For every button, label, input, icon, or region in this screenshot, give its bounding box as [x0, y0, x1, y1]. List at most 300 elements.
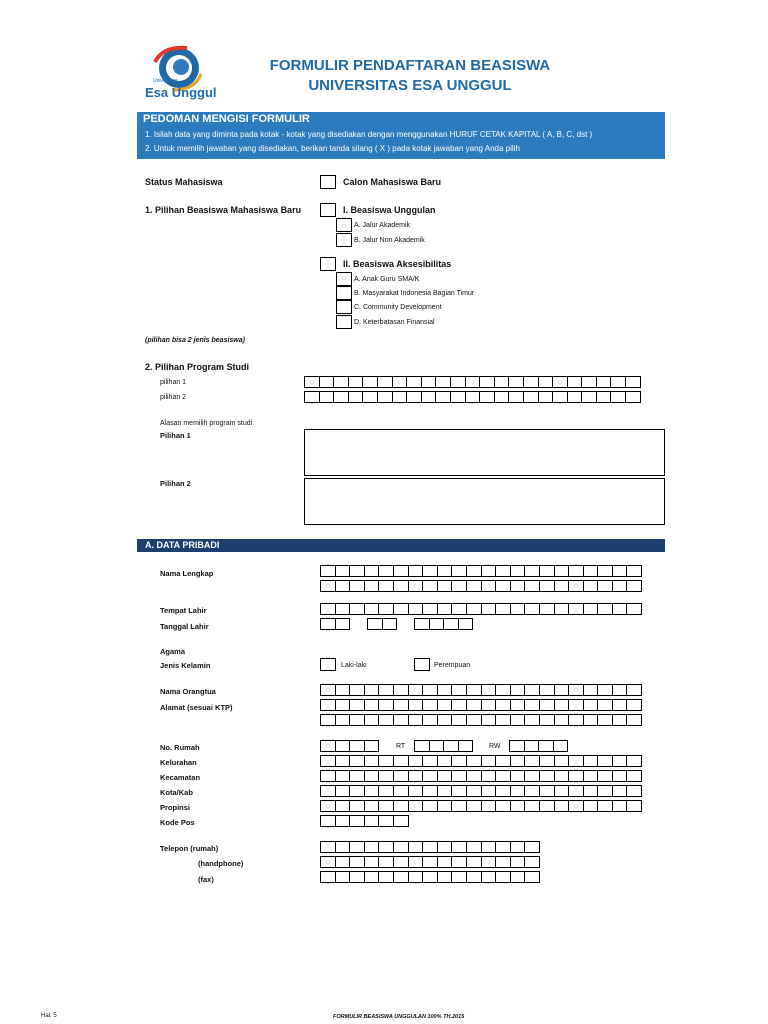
- community-dev-checkbox[interactable]: [336, 300, 352, 314]
- char-box[interactable]: [583, 565, 599, 577]
- char-box[interactable]: [524, 603, 540, 615]
- char-box[interactable]: [450, 391, 466, 403]
- char-box[interactable]: [583, 580, 599, 592]
- char-box[interactable]: [597, 603, 613, 615]
- char-box[interactable]: [378, 856, 394, 868]
- char-box[interactable]: [539, 800, 555, 812]
- char-box[interactable]: [335, 714, 351, 726]
- char-box[interactable]: [612, 603, 628, 615]
- char-box[interactable]: [335, 684, 351, 696]
- char-box[interactable]: [408, 684, 424, 696]
- char-box[interactable]: [378, 684, 394, 696]
- char-box[interactable]: [392, 376, 408, 388]
- char-box[interactable]: [364, 755, 380, 767]
- char-box[interactable]: [465, 391, 481, 403]
- char-box[interactable]: [568, 603, 584, 615]
- char-box[interactable]: [349, 699, 365, 711]
- char-box[interactable]: [466, 785, 482, 797]
- char-box[interactable]: [481, 755, 497, 767]
- prodi-pilihan-1-grid[interactable]: [304, 376, 640, 388]
- char-box[interactable]: [510, 800, 526, 812]
- char-box[interactable]: [466, 755, 482, 767]
- char-box[interactable]: [335, 699, 351, 711]
- char-box[interactable]: [451, 699, 467, 711]
- char-box[interactable]: [408, 841, 424, 853]
- char-box[interactable]: [583, 684, 599, 696]
- char-box[interactable]: [510, 841, 526, 853]
- char-box[interactable]: [437, 603, 453, 615]
- char-box[interactable]: [349, 565, 365, 577]
- char-box[interactable]: [524, 740, 540, 752]
- char-box[interactable]: [539, 755, 555, 767]
- char-box[interactable]: [320, 785, 336, 797]
- prodi-pilihan-2-grid[interactable]: [304, 391, 640, 403]
- char-box[interactable]: [626, 603, 642, 615]
- char-box[interactable]: [349, 755, 365, 767]
- char-box[interactable]: [364, 699, 380, 711]
- char-box[interactable]: [539, 714, 555, 726]
- char-box[interactable]: [335, 618, 351, 630]
- char-box[interactable]: [481, 580, 497, 592]
- char-box[interactable]: [393, 800, 409, 812]
- char-box[interactable]: [510, 871, 526, 883]
- char-box[interactable]: [451, 565, 467, 577]
- char-box[interactable]: [422, 684, 438, 696]
- laki-laki-checkbox[interactable]: [320, 658, 336, 671]
- char-box[interactable]: [539, 785, 555, 797]
- char-box[interactable]: [567, 391, 583, 403]
- char-box[interactable]: [364, 800, 380, 812]
- nama-lengkap-grid-2[interactable]: [320, 580, 641, 592]
- char-box[interactable]: [495, 871, 511, 883]
- char-box[interactable]: [378, 800, 394, 812]
- char-box[interactable]: [364, 565, 380, 577]
- char-box[interactable]: [421, 376, 437, 388]
- char-box[interactable]: [510, 565, 526, 577]
- char-box[interactable]: [539, 770, 555, 782]
- char-box[interactable]: [319, 391, 335, 403]
- char-box[interactable]: [335, 770, 351, 782]
- char-box[interactable]: [364, 785, 380, 797]
- char-box[interactable]: [523, 376, 539, 388]
- char-box[interactable]: [333, 376, 349, 388]
- char-box[interactable]: [510, 770, 526, 782]
- char-box[interactable]: [437, 755, 453, 767]
- char-box[interactable]: [495, 714, 511, 726]
- char-box[interactable]: [320, 770, 336, 782]
- char-box[interactable]: [378, 785, 394, 797]
- char-box[interactable]: [524, 841, 540, 853]
- anak-guru-checkbox[interactable]: [336, 272, 352, 286]
- beasiswa-unggulan-checkbox[interactable]: [320, 203, 336, 217]
- char-box[interactable]: [495, 755, 511, 767]
- char-box[interactable]: [481, 603, 497, 615]
- char-box[interactable]: [362, 376, 378, 388]
- char-box[interactable]: [320, 755, 336, 767]
- char-box[interactable]: [524, 580, 540, 592]
- char-box[interactable]: [349, 841, 365, 853]
- char-box[interactable]: [539, 684, 555, 696]
- char-box[interactable]: [465, 376, 481, 388]
- char-box[interactable]: [466, 871, 482, 883]
- char-box[interactable]: [422, 603, 438, 615]
- char-box[interactable]: [612, 755, 628, 767]
- char-box[interactable]: [349, 740, 365, 752]
- char-box[interactable]: [437, 800, 453, 812]
- char-box[interactable]: [364, 770, 380, 782]
- char-box[interactable]: [393, 770, 409, 782]
- char-box[interactable]: [320, 815, 336, 827]
- char-box[interactable]: [524, 800, 540, 812]
- char-box[interactable]: [443, 740, 459, 752]
- char-box[interactable]: [406, 376, 422, 388]
- char-box[interactable]: [348, 376, 364, 388]
- char-box[interactable]: [553, 740, 569, 752]
- char-box[interactable]: [583, 785, 599, 797]
- char-box[interactable]: [481, 841, 497, 853]
- char-box[interactable]: [422, 871, 438, 883]
- char-box[interactable]: [378, 770, 394, 782]
- char-box[interactable]: [364, 841, 380, 853]
- char-box[interactable]: [335, 871, 351, 883]
- char-box[interactable]: [510, 603, 526, 615]
- char-box[interactable]: [378, 699, 394, 711]
- char-box[interactable]: [495, 785, 511, 797]
- char-box[interactable]: [335, 856, 351, 868]
- char-box[interactable]: [451, 785, 467, 797]
- char-box[interactable]: [583, 714, 599, 726]
- char-box[interactable]: [568, 714, 584, 726]
- rw-grid[interactable]: [509, 740, 567, 752]
- char-box[interactable]: [466, 603, 482, 615]
- char-box[interactable]: [568, 770, 584, 782]
- char-box[interactable]: [481, 699, 497, 711]
- char-box[interactable]: [481, 856, 497, 868]
- char-box[interactable]: [393, 856, 409, 868]
- no-rumah-grid[interactable]: [320, 740, 378, 752]
- char-box[interactable]: [596, 391, 612, 403]
- char-box[interactable]: [422, 699, 438, 711]
- char-box[interactable]: [335, 580, 351, 592]
- char-box[interactable]: [437, 841, 453, 853]
- char-box[interactable]: [597, 770, 613, 782]
- char-box[interactable]: [597, 785, 613, 797]
- char-box[interactable]: [422, 755, 438, 767]
- char-box[interactable]: [335, 565, 351, 577]
- char-box[interactable]: [437, 580, 453, 592]
- kode-pos-grid[interactable]: [320, 815, 408, 827]
- char-box[interactable]: [612, 785, 628, 797]
- char-box[interactable]: [408, 785, 424, 797]
- char-box[interactable]: [538, 740, 554, 752]
- char-box[interactable]: [320, 871, 336, 883]
- char-box[interactable]: [554, 699, 570, 711]
- char-box[interactable]: [524, 714, 540, 726]
- char-box[interactable]: [422, 841, 438, 853]
- char-box[interactable]: [335, 740, 351, 752]
- char-box[interactable]: [479, 391, 495, 403]
- char-box[interactable]: [304, 391, 320, 403]
- char-box[interactable]: [437, 770, 453, 782]
- char-box[interactable]: [510, 856, 526, 868]
- char-box[interactable]: [626, 699, 642, 711]
- alamat-grid-2[interactable]: [320, 714, 641, 726]
- char-box[interactable]: [552, 391, 568, 403]
- char-box[interactable]: [583, 770, 599, 782]
- char-box[interactable]: [320, 699, 336, 711]
- nama-lengkap-grid-1[interactable]: [320, 565, 641, 577]
- char-box[interactable]: [364, 580, 380, 592]
- char-box[interactable]: [539, 565, 555, 577]
- char-box[interactable]: [414, 740, 430, 752]
- char-box[interactable]: [466, 684, 482, 696]
- char-box[interactable]: [583, 699, 599, 711]
- char-box[interactable]: [597, 684, 613, 696]
- char-box[interactable]: [422, 580, 438, 592]
- char-box[interactable]: [597, 755, 613, 767]
- char-box[interactable]: [554, 785, 570, 797]
- char-box[interactable]: [597, 714, 613, 726]
- char-box[interactable]: [554, 580, 570, 592]
- char-box[interactable]: [583, 800, 599, 812]
- char-box[interactable]: [451, 580, 467, 592]
- char-box[interactable]: [466, 800, 482, 812]
- char-box[interactable]: [378, 841, 394, 853]
- char-box[interactable]: [320, 856, 336, 868]
- char-box[interactable]: [626, 755, 642, 767]
- char-box[interactable]: [610, 391, 626, 403]
- char-box[interactable]: [552, 376, 568, 388]
- char-box[interactable]: [393, 815, 409, 827]
- char-box[interactable]: [524, 856, 540, 868]
- tanggal-lahir-year[interactable]: [414, 618, 472, 630]
- char-box[interactable]: [524, 785, 540, 797]
- char-box[interactable]: [378, 871, 394, 883]
- char-box[interactable]: [583, 603, 599, 615]
- char-box[interactable]: [408, 800, 424, 812]
- char-box[interactable]: [510, 714, 526, 726]
- char-box[interactable]: [377, 391, 393, 403]
- char-box[interactable]: [510, 580, 526, 592]
- char-box[interactable]: [597, 565, 613, 577]
- char-box[interactable]: [451, 770, 467, 782]
- char-box[interactable]: [320, 565, 336, 577]
- char-box[interactable]: [458, 618, 474, 630]
- char-box[interactable]: [581, 376, 597, 388]
- char-box[interactable]: [393, 603, 409, 615]
- char-box[interactable]: [392, 391, 408, 403]
- char-box[interactable]: [408, 770, 424, 782]
- char-box[interactable]: [406, 391, 422, 403]
- char-box[interactable]: [335, 755, 351, 767]
- char-box[interactable]: [509, 740, 525, 752]
- tanggal-lahir-month[interactable]: [367, 618, 396, 630]
- char-box[interactable]: [626, 714, 642, 726]
- char-box[interactable]: [408, 603, 424, 615]
- char-box[interactable]: [612, 580, 628, 592]
- char-box[interactable]: [524, 699, 540, 711]
- char-box[interactable]: [479, 376, 495, 388]
- char-box[interactable]: [349, 856, 365, 868]
- char-box[interactable]: [435, 391, 451, 403]
- char-box[interactable]: [495, 800, 511, 812]
- char-box[interactable]: [626, 580, 642, 592]
- char-box[interactable]: [451, 714, 467, 726]
- char-box[interactable]: [422, 785, 438, 797]
- char-box[interactable]: [451, 856, 467, 868]
- char-box[interactable]: [495, 770, 511, 782]
- fax-grid[interactable]: [320, 871, 539, 883]
- char-box[interactable]: [451, 841, 467, 853]
- char-box[interactable]: [466, 856, 482, 868]
- char-box[interactable]: [422, 800, 438, 812]
- indonesia-timur-checkbox[interactable]: [336, 286, 352, 300]
- char-box[interactable]: [466, 580, 482, 592]
- char-box[interactable]: [523, 391, 539, 403]
- char-box[interactable]: [408, 699, 424, 711]
- char-box[interactable]: [495, 856, 511, 868]
- char-box[interactable]: [538, 391, 554, 403]
- char-box[interactable]: [393, 785, 409, 797]
- char-box[interactable]: [378, 580, 394, 592]
- char-box[interactable]: [320, 841, 336, 853]
- char-box[interactable]: [626, 800, 642, 812]
- char-box[interactable]: [364, 856, 380, 868]
- char-box[interactable]: [320, 684, 336, 696]
- char-box[interactable]: [626, 770, 642, 782]
- char-box[interactable]: [539, 580, 555, 592]
- char-box[interactable]: [539, 699, 555, 711]
- char-box[interactable]: [364, 871, 380, 883]
- nama-orangtua-grid[interactable]: [320, 684, 641, 696]
- char-box[interactable]: [568, 684, 584, 696]
- rt-grid[interactable]: [414, 740, 472, 752]
- char-box[interactable]: [481, 871, 497, 883]
- char-box[interactable]: [539, 603, 555, 615]
- char-box[interactable]: [422, 856, 438, 868]
- char-box[interactable]: [554, 565, 570, 577]
- char-box[interactable]: [450, 376, 466, 388]
- char-box[interactable]: [382, 618, 398, 630]
- char-box[interactable]: [612, 565, 628, 577]
- char-box[interactable]: [612, 684, 628, 696]
- char-box[interactable]: [568, 800, 584, 812]
- char-box[interactable]: [437, 785, 453, 797]
- char-box[interactable]: [583, 755, 599, 767]
- char-box[interactable]: [612, 714, 628, 726]
- char-box[interactable]: [451, 800, 467, 812]
- char-box[interactable]: [597, 699, 613, 711]
- char-box[interactable]: [422, 714, 438, 726]
- char-box[interactable]: [408, 565, 424, 577]
- char-box[interactable]: [554, 714, 570, 726]
- char-box[interactable]: [393, 755, 409, 767]
- char-box[interactable]: [626, 785, 642, 797]
- char-box[interactable]: [378, 565, 394, 577]
- char-box[interactable]: [393, 699, 409, 711]
- char-box[interactable]: [364, 714, 380, 726]
- char-box[interactable]: [495, 580, 511, 592]
- char-box[interactable]: [364, 603, 380, 615]
- char-box[interactable]: [494, 376, 510, 388]
- char-box[interactable]: [393, 580, 409, 592]
- handphone-grid[interactable]: [320, 856, 539, 868]
- char-box[interactable]: [348, 391, 364, 403]
- char-box[interactable]: [510, 684, 526, 696]
- perempuan-checkbox[interactable]: [414, 658, 430, 671]
- char-box[interactable]: [554, 800, 570, 812]
- char-box[interactable]: [320, 714, 336, 726]
- char-box[interactable]: [349, 770, 365, 782]
- char-box[interactable]: [320, 580, 336, 592]
- char-box[interactable]: [335, 785, 351, 797]
- char-box[interactable]: [437, 565, 453, 577]
- char-box[interactable]: [362, 391, 378, 403]
- char-box[interactable]: [377, 376, 393, 388]
- char-box[interactable]: [508, 391, 524, 403]
- char-box[interactable]: [378, 755, 394, 767]
- propinsi-grid[interactable]: [320, 800, 641, 812]
- char-box[interactable]: [596, 376, 612, 388]
- char-box[interactable]: [429, 740, 445, 752]
- char-box[interactable]: [554, 603, 570, 615]
- char-box[interactable]: [320, 603, 336, 615]
- char-box[interactable]: [437, 684, 453, 696]
- char-box[interactable]: [495, 841, 511, 853]
- char-box[interactable]: [364, 815, 380, 827]
- char-box[interactable]: [481, 800, 497, 812]
- char-box[interactable]: [435, 376, 451, 388]
- char-box[interactable]: [510, 755, 526, 767]
- char-box[interactable]: [510, 699, 526, 711]
- char-box[interactable]: [408, 714, 424, 726]
- char-box[interactable]: [451, 755, 467, 767]
- char-box[interactable]: [333, 391, 349, 403]
- char-box[interactable]: [508, 376, 524, 388]
- status-checkbox[interactable]: [320, 175, 336, 189]
- char-box[interactable]: [567, 376, 583, 388]
- char-box[interactable]: [568, 699, 584, 711]
- char-box[interactable]: [597, 800, 613, 812]
- char-box[interactable]: [495, 565, 511, 577]
- char-box[interactable]: [524, 755, 540, 767]
- char-box[interactable]: [443, 618, 459, 630]
- char-box[interactable]: [304, 376, 320, 388]
- char-box[interactable]: [466, 565, 482, 577]
- char-box[interactable]: [393, 841, 409, 853]
- char-box[interactable]: [568, 755, 584, 767]
- char-box[interactable]: [451, 871, 467, 883]
- char-box[interactable]: [437, 714, 453, 726]
- char-box[interactable]: [335, 603, 351, 615]
- char-box[interactable]: [481, 785, 497, 797]
- char-box[interactable]: [437, 699, 453, 711]
- alasan-1-textarea[interactable]: [304, 429, 665, 476]
- tanggal-lahir-day[interactable]: [320, 618, 349, 630]
- char-box[interactable]: [349, 684, 365, 696]
- char-box[interactable]: [568, 565, 584, 577]
- char-box[interactable]: [349, 580, 365, 592]
- char-box[interactable]: [393, 684, 409, 696]
- char-box[interactable]: [349, 785, 365, 797]
- char-box[interactable]: [349, 603, 365, 615]
- char-box[interactable]: [610, 376, 626, 388]
- char-box[interactable]: [378, 714, 394, 726]
- alasan-2-textarea[interactable]: [304, 478, 665, 525]
- char-box[interactable]: [466, 770, 482, 782]
- tempat-lahir-grid[interactable]: [320, 603, 641, 615]
- char-box[interactable]: [437, 856, 453, 868]
